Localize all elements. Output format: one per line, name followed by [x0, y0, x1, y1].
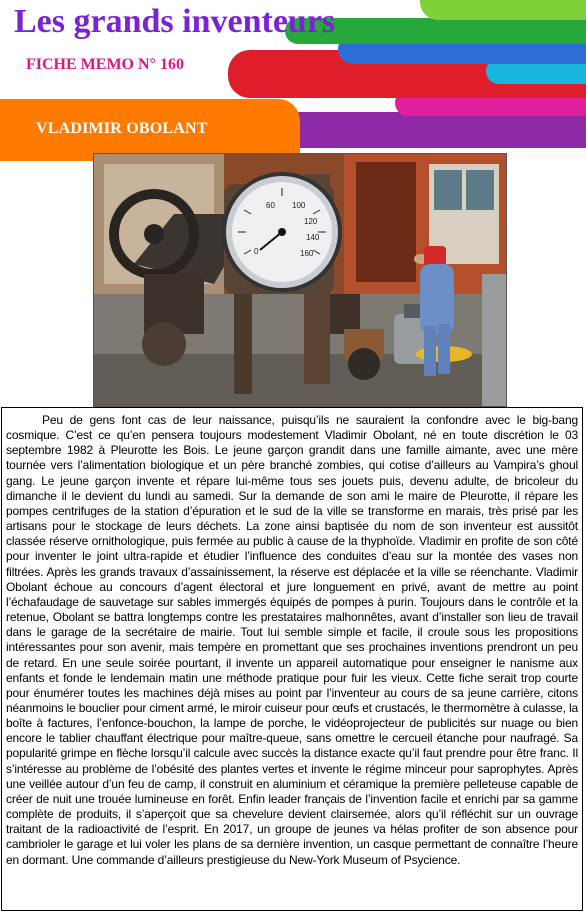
memo-number: FICHE MEMO N° 160 [26, 56, 184, 73]
gauge-label: 0 [254, 247, 259, 256]
gauge-label: 160 [300, 249, 314, 258]
header-band-purple [280, 112, 586, 148]
article-body: Peu de gens font cas de leur naissance, puisqu’ils ne sauraient la confondre avec le big-bang cosmique. C’est ce qu’en pensera toujours modestement Vladimir Obolant, né en toute discrétion le 03 septembre 1982 à Pleurotte les Bois. Le jeune garçon grandit dans une famille aimante, avec une mère tournée vers l’alimentation biologique et un père branché zombies, qui cotise d’ailleurs au Vampira’s ghoul gang. Le jeune garçon invente et répare lui-même tous ses jouets puis, devenu adulte, de bricoleur du dimanche il le devient du lundi au samedi. Sur la demande de son ami le maire de Pleurotte, il répare les pompes centrifuges de la station d’épuration et le sud de la ville se transforme en marais, très prisé par les artisans pour le stockage de leurs déchets. La zone ainsi baptisée du nom de son inventeur est aussitôt classée réserve ornithologique, puis fermée au public à cause de la thyphoïde. Vladimir en profite de son côté pour inventer le joint ultra-rapide et étudier l’influence des conduites d’eau sur la montée des vases non filtrées. Après les grands travaux d’assainissement, la réserve est déplacée et la ville se réenchante. Vladimir Obolant échoue au concours d’agent électoral et jure longuement en privé, avant de mettre au point l’échafaudage de sauvetage sur sables immergés équipés de pompes à purin. Toujours dans le contrôle et la retenue, Obolant se battra longtemps contre les prestataires malhonnêtes, avant d’installer son lieu de travail dans le garage de la secrétaire de mairie. Tout lui semble simple et facile, il croule sous les propositions intéressantes pour son avenir, mais tempère en promettant que ses prochaines inventions prendront un peu de retard. En une seule soirée pourtant, il invente un appareil automatique pour enseigner le nanisme aux enfants et fonde le lendemain matin une méthode pratique pour fuir les vieux. Cette fiche serait trop courte pour énumérer toutes les machines déjà mises au point par l’inventeur au cours de sa jeune carrière, citons néanmoins le bouclier pour ciment armé, le miroir cuiseur pour œufs et crustacés, le thermomètre à culasse, la boîte à factures, l’enfonce-bouchon, la lampe de porche, le vidéoprojecteur de publicités sur nuage ou bien encore le tablier chauffant électrique pour maître-queue, sans omettre le cercueil étanche pour naufragé. Sa popularité grimpe en flèche lorsqu’il calcule avec succès la distance exacte qu’il faut prendre pour être franc. Il s’intéresse au problème de l’obésité des plantes vertes et invente le régime minceur pour saprophytes. Après une veillée autour d’un feu de camp, il construit en aluminium et céramique la première pelleteuse capable de créer de nuit une trouée lumineuse en forêt. Enfin leader français de l’invention facile et enrichi par sa gamme complète de produits, il s’aperçoit que sa chevelure devient clairsemée, alors qu’il réfléchit sur un ouvrage traitant de la radioactivité de l’esprit. En 2017, un groupe de jeunes va hélas profiter de son absence pour cambrioler le garage et lui voler les plans de sa dernière invention, un casque permettant de connaître l’heure en dormant. Une commande d’ailleurs prestigieuse du New-York Museum of Psycience. [6, 413, 578, 867]
inventor-name: VLADIMIR OBOLANT [36, 120, 208, 137]
header-band-green-top [420, 0, 586, 20]
page-title: Les grands inventeurs [14, 3, 336, 40]
gauge-label: 120 [304, 217, 318, 226]
gauge-label: 60 [266, 201, 275, 210]
gauge-label: 100 [292, 201, 306, 210]
inventor-photo [93, 153, 507, 407]
article-frame [1, 407, 583, 911]
gauge-label: 140 [306, 233, 320, 242]
photo-illustration [94, 154, 506, 406]
